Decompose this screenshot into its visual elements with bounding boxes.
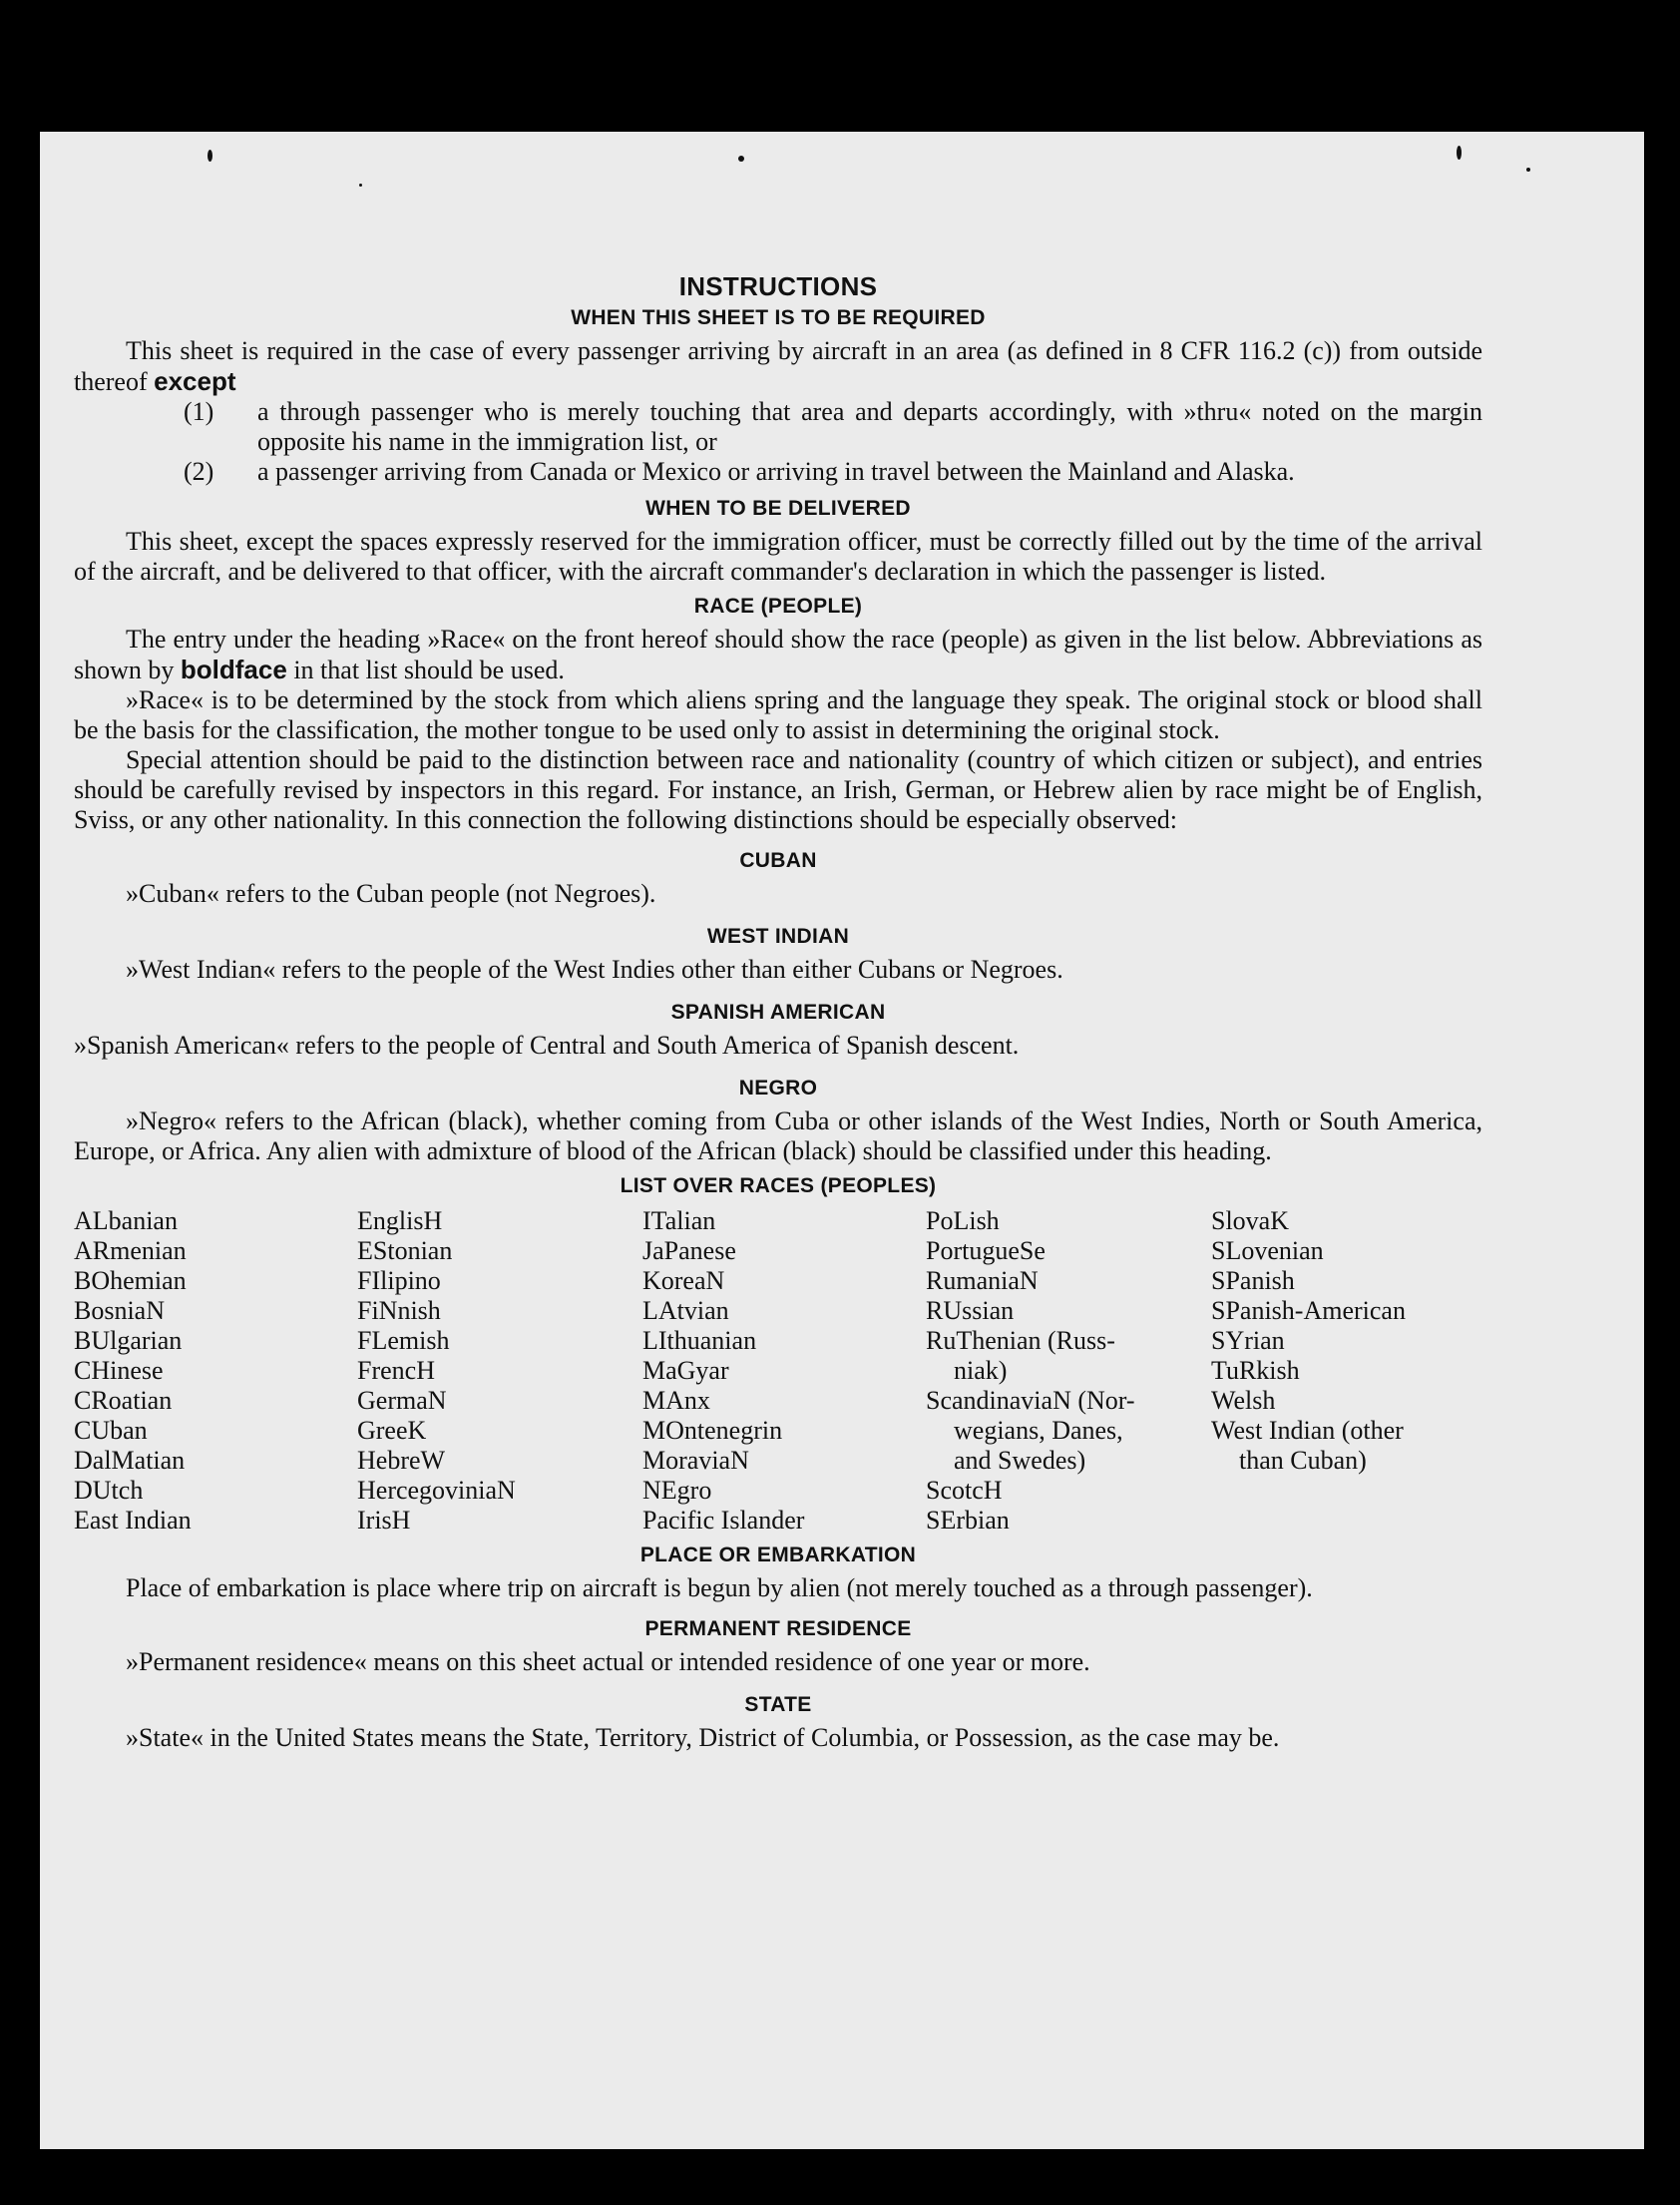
race-entry: JaPanese [642, 1236, 736, 1265]
when-delivered-text: This sheet, except the spaces expressly reserved for the immigration officer, must be correctly filled out by the time of the arrival of the aircraft, and be delivered to that officer, with the aircraft commander's declaration in which the passenger is listed. [74, 527, 1482, 586]
heading-spanish-american: SPANISH AMERICAN [670, 1001, 886, 1024]
race-entry: SlovaK [1211, 1206, 1289, 1235]
list-item [74, 457, 1482, 487]
item-text: a passenger arriving from Canada or Mexico or arriving in travel between the Mainland and Alaska. [257, 457, 1295, 486]
instructions-content [74, 271, 1482, 1753]
when-required-intro-text: This sheet is required in the case of every passenger arriving by aircraft in an area (as defined in 8 CFR 116.2 (c)) from outside thereof [74, 336, 1482, 396]
permanent-residence-text: »Permanent residence« means on this sheet actual or intended residence of one year or more. [126, 1647, 1090, 1676]
page-title: INSTRUCTIONS [678, 271, 878, 301]
race-entry-continuation: wegians, Danes, [954, 1416, 1123, 1445]
race-p1-text-a: The entry under the heading »Race« on the front hereof should show the race (people) as given in the list below. Abbreviations as shown by [74, 625, 1482, 684]
race-paragraph-3: Special attention should be paid to the distinction between race and nationality (country of which citizen or subject), and entries should be carefully revised by inspectors in this regard. For instance, an Irish, German, or Hebrew alien by race might be of English, Sviss, or any other nationality. In this connection the following distinctions should be especially observed: [74, 745, 1482, 834]
race-entry: FrencH [357, 1356, 435, 1385]
when-required-intro [74, 336, 1482, 397]
race-paragraph-1 [74, 625, 1482, 685]
race-entry: NEgro [642, 1476, 712, 1505]
races-column-4 [926, 1206, 1211, 1536]
embarkation-text: Place of embarkation is place where trip on aircraft is begun by alien (not merely touched as a through passenger). [126, 1573, 1313, 1602]
ink-speck [1457, 146, 1462, 160]
item-number: (1) [184, 397, 214, 426]
heading-when-required: WHEN THIS SHEET IS TO BE REQUIRED [571, 306, 986, 329]
item-text: a through passenger who is merely touching that area and departs accordingly, with »thru« noted on the margin opposite his name in the immigration list, or [257, 397, 1482, 456]
race-entry: FiNnish [357, 1296, 441, 1325]
race-entry: DalMatian [74, 1446, 186, 1475]
race-entry: ScotcH [926, 1476, 1003, 1505]
negro-text: »Negro« refers to the African (black), whether coming from Cuba or other islands of the West Indies, North or South America, Europe, or Africa. Any alien with admixture of blood of the African (black) should be classified under this heading. [74, 1106, 1482, 1165]
race-entry: SYrian [1211, 1326, 1285, 1355]
state-text: »State« in the United States means the State, Territory, District of Columbia, or Possession, as the case may be. [126, 1723, 1280, 1752]
ink-speck [1526, 168, 1530, 172]
race-entry: PortugueSe [926, 1236, 1046, 1265]
ink-speck [359, 184, 362, 187]
race-entry: FIlipino [357, 1266, 441, 1295]
list-item [74, 397, 1482, 457]
race-entry: CHinese [74, 1356, 164, 1385]
race-entry: ARmenian [74, 1236, 187, 1265]
race-entry: BosniaN [74, 1296, 165, 1325]
races-column-5 [1211, 1206, 1482, 1536]
race-entry: MoraviaN [642, 1446, 749, 1475]
west-indian-text: »West Indian« refers to the people of the West Indies other than either Cubans or Negroes. [126, 955, 1063, 984]
ink-speck [208, 150, 212, 162]
races-column-1 [74, 1206, 357, 1536]
cuban-text: »Cuban« refers to the Cuban people (not Negroes). [126, 879, 656, 908]
heading-cuban: CUBAN [739, 849, 817, 872]
race-entry: MOntenegrin [642, 1416, 783, 1445]
heading-permanent-residence: PERMANENT RESIDENCE [644, 1617, 912, 1640]
race-entry-continuation: niak) [954, 1356, 1008, 1385]
race-entry: BOhemian [74, 1266, 187, 1295]
race-entry: IrisH [357, 1506, 411, 1535]
race-entry: Pacific Islander [642, 1506, 805, 1535]
ink-speck [738, 156, 744, 162]
race-entry: RuThenian (Russ- [926, 1326, 1115, 1355]
race-entry: LAtvian [642, 1296, 729, 1325]
race-entry: RUssian [926, 1296, 1015, 1325]
race-entry: SPanish-American [1211, 1296, 1406, 1325]
race-entry: KoreaN [642, 1266, 725, 1295]
race-entry: MaGyar [642, 1356, 729, 1385]
race-entry: West Indian (other [1211, 1416, 1404, 1445]
race-entry: Welsh [1211, 1386, 1276, 1415]
race-boldface: boldface [180, 655, 287, 684]
race-entry: East Indian [74, 1506, 192, 1535]
race-entry: LIthuanian [642, 1326, 757, 1355]
race-p1-text-b: in that list should be used. [293, 656, 565, 684]
race-entry: SPanish [1211, 1266, 1295, 1295]
race-entry: FLemish [357, 1326, 450, 1355]
spanish-american-text: »Spanish American« refers to the people of Central and South America of Spanish descent. [74, 1031, 1020, 1060]
races-column-2 [357, 1206, 642, 1536]
race-entry: EStonian [357, 1236, 453, 1265]
heading-when-delivered: WHEN TO BE DELIVERED [645, 497, 911, 520]
race-entry: DUtch [74, 1476, 144, 1505]
race-entry: ALbanian [74, 1206, 178, 1235]
race-entry: ITalian [642, 1206, 716, 1235]
race-entry: ScandinaviaN (Nor- [926, 1386, 1135, 1415]
race-entry: HebreW [357, 1446, 446, 1475]
heading-race: RACE (PEOPLE) [693, 595, 863, 618]
heading-list-races: LIST OVER RACES (PEOPLES) [620, 1174, 937, 1197]
race-entry: SErbian [926, 1506, 1010, 1535]
race-paragraph-2: »Race« is to be determined by the stock from which aliens spring and the language they speak. The original stock or blood shall be the basis for the classification, the mother tongue to be used only to assist in determining the original stock. [74, 685, 1482, 744]
race-entry: GermaN [357, 1386, 447, 1415]
when-required-except: except [154, 366, 236, 396]
races-list [74, 1206, 1482, 1536]
race-entry: CUban [74, 1416, 148, 1445]
heading-state: STATE [744, 1693, 812, 1716]
document-page [40, 132, 1644, 2149]
race-entry: PoLish [926, 1206, 1000, 1235]
item-number: (2) [184, 457, 214, 486]
race-entry: EnglisH [357, 1206, 443, 1235]
race-entry: MAnx [642, 1386, 710, 1415]
race-entry: HercegoviniaN [357, 1476, 516, 1505]
race-entry: RumaniaN [926, 1266, 1039, 1295]
race-entry: TuRkish [1211, 1356, 1300, 1385]
heading-west-indian: WEST INDIAN [706, 925, 850, 948]
heading-negro: NEGRO [738, 1077, 818, 1100]
race-entry: GreeK [357, 1416, 427, 1445]
race-entry-continuation: than Cuban) [1239, 1446, 1367, 1475]
race-entry: CRoatian [74, 1386, 173, 1415]
race-entry: BUlgarian [74, 1326, 183, 1355]
races-column-3 [642, 1206, 926, 1536]
heading-embarkation: PLACE OR EMBARKATION [639, 1544, 917, 1566]
race-entry: SLovenian [1211, 1236, 1324, 1265]
race-entry-continuation: and Swedes) [954, 1446, 1086, 1475]
